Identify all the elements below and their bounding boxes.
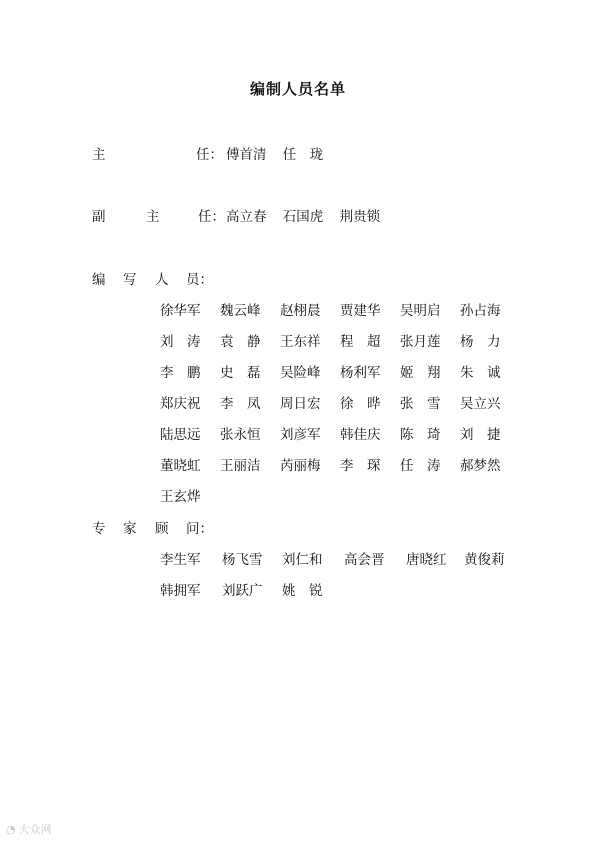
director-name: 傅首清 (226, 147, 267, 163)
editor-name: 芮丽梅 (280, 458, 321, 474)
editors-label-char: 编 (92, 272, 106, 288)
editor-name: 王丽洁 (220, 458, 261, 474)
editor-name: 郝梦然 (460, 458, 501, 474)
advisor-name: 杨飞雪 (222, 552, 263, 568)
editor-name: 周日宏 (280, 396, 321, 412)
deputy-name: 石国虎 (282, 209, 324, 225)
editor-name: 魏云峰 (220, 303, 261, 319)
deputy-label-char: 主 (146, 209, 160, 225)
editor-name: 李 鹏 (160, 365, 201, 381)
watermark-text: 大众网 (18, 823, 52, 836)
advisors-label (92, 517, 222, 535)
watermark (6, 821, 52, 837)
director-label-char: 任： (196, 147, 223, 163)
editor-name: 陈 琦 (400, 427, 441, 443)
editor-name: 袁 静 (220, 334, 261, 350)
editor-name: 杨利军 (340, 365, 381, 381)
editor-name: 孙占海 (460, 303, 501, 319)
editor-name: 吴险峰 (280, 365, 321, 381)
editor-name: 陆思远 (160, 427, 201, 443)
editor-name: 吴立兴 (460, 396, 501, 412)
advisor-name: 黄俊莉 (464, 552, 505, 568)
editors-label-char: 写 (123, 272, 137, 288)
advisor-name: 李生军 (160, 552, 201, 568)
editor-name: 姬 翔 (400, 365, 441, 381)
editor-name: 刘 捷 (460, 427, 501, 443)
editor-name: 郑庆祝 (160, 396, 201, 412)
editor-name: 张 雪 (400, 396, 441, 412)
advisor-name: 韩拥军 (160, 583, 201, 599)
editor-name: 李 琛 (340, 458, 381, 474)
advisors-label-char: 专 (92, 521, 106, 537)
editor-name: 史 磊 (220, 365, 261, 381)
editor-name: 朱 诚 (460, 365, 501, 381)
deputy-label-char: 副 (92, 209, 106, 225)
deputy-label (92, 205, 225, 225)
editor-name: 刘彦军 (280, 427, 321, 443)
editors-label-char: 人 (155, 272, 169, 288)
editors-label-char: 员： (186, 272, 213, 288)
director-names (226, 143, 335, 163)
advisor-name: 高会晋 (344, 552, 385, 568)
director-name: 任 珑 (282, 147, 324, 163)
advisors-label-char: 家 (123, 521, 137, 537)
editor-name: 赵栩晨 (280, 303, 321, 319)
editor-name: 任 涛 (400, 458, 441, 474)
editors-label (92, 268, 222, 286)
page-title: 编制人员名单 (249, 80, 346, 98)
advisors-label-char: 问： (186, 521, 213, 537)
editor-name: 刘 涛 (160, 334, 201, 350)
deputy-name: 荆贵锁 (339, 209, 381, 225)
editor-name: 徐华军 (160, 303, 201, 319)
editor-name: 韩佳庆 (340, 427, 381, 443)
editor-name: 李 凤 (220, 396, 261, 412)
advisor-name: 姚 锐 (282, 583, 323, 599)
editor-name: 吴明启 (400, 303, 441, 319)
editor-name: 王玄烨 (160, 489, 201, 505)
editor-name: 杨 力 (460, 334, 501, 350)
advisor-name: 唐晓红 (406, 552, 447, 568)
editor-name: 程 超 (340, 334, 381, 350)
editor-name: 董晓虹 (160, 458, 201, 474)
editor-name: 贾建华 (340, 303, 381, 319)
advisor-name: 刘跃广 (222, 583, 263, 599)
director-label-char: 主 (92, 147, 106, 163)
editor-name: 张月莲 (400, 334, 441, 350)
deputy-label-char: 任： (198, 209, 225, 225)
editor-name: 徐 晔 (340, 396, 381, 412)
advisor-name: 刘仁和 (282, 552, 323, 568)
editor-name: 王东祥 (280, 334, 321, 350)
deputy-name: 高立春 (226, 209, 267, 225)
director-label (92, 143, 223, 163)
watermark-logo-icon: ◔ (6, 822, 16, 836)
deputy-names (226, 205, 392, 225)
advisors-label-char: 顾 (155, 521, 169, 537)
editor-name: 张永恒 (220, 427, 261, 443)
